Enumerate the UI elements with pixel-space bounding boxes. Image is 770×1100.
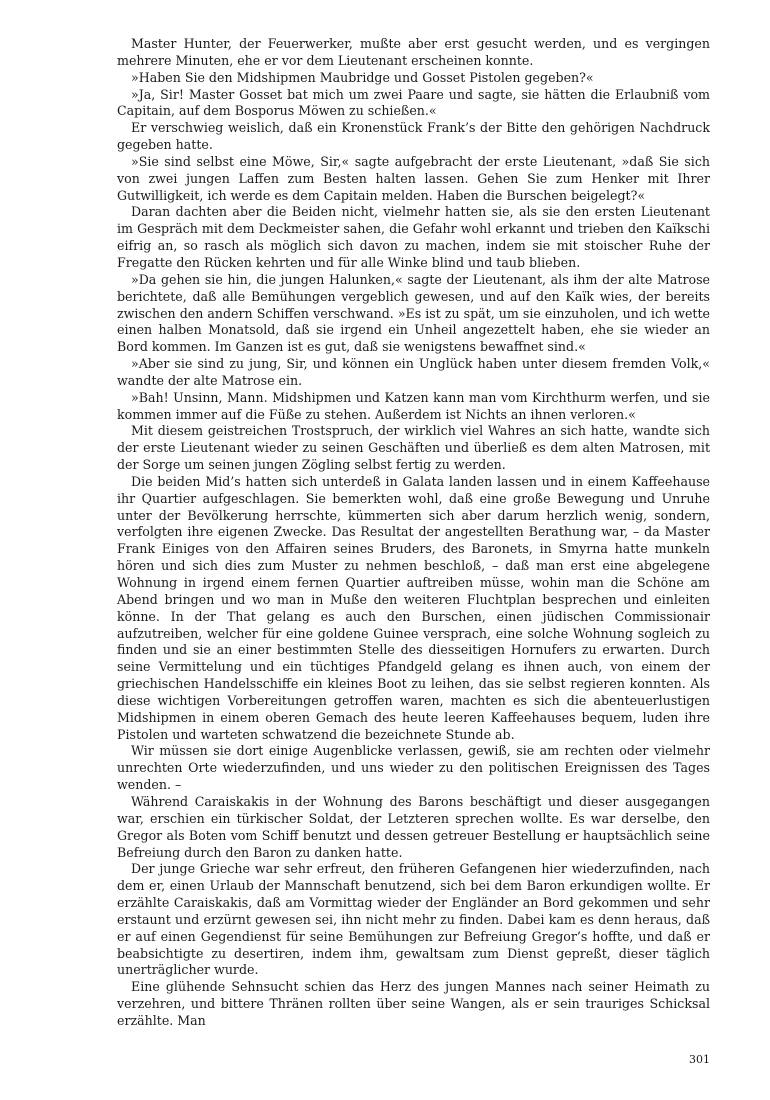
paragraph: Wir müssen sie dort einige Augenblicke verlassen, gewiß, sie am rechten oder vielmehr unrechten Orte wiederzufinden, und uns wieder zu den politischen Ereignissen des Tages wenden. – — [117, 743, 710, 793]
paragraph: »Bah! Unsinn, Mann. Midshipmen und Katzen kann man vom Kirchthurm werfen, und sie kommen immer auf die Füße zu stehen. Außerdem ist Nichts an ihnen verloren.« — [117, 389, 710, 422]
paragraph: »Haben Sie den Midshipmen Maubridge und Gosset Pistolen gegeben?« — [131, 69, 594, 85]
paragraph: Die beiden Mid’s hatten sich unterdeß in Galata landen lassen und in einem Kaffeehause ihr Quartier aufgeschlagen. Sie bemerkten wohl, daß eine große Bewegung und Unruhe unter der Bevölkerung herrschte, kümmerten sich aber darum herzlich wenig, sondern, verfolgten ihre eigenen Zwecke. Das Resultat der angestellten Berathung war, – da Master Frank Einiges von den Affairen seines Bruders, des Baronets, in Smyrna hatte munkeln hören und sich dies zum Muster zu nehmen beschloß, – daß man erst eine abgelegene Wohnung in irgend einem fernen Quartier auftreiben müsse, wohin man die Schöne am Abend bringen und wo man in Muße den weiteren Fluchtplan besprechen und einleiten könne. In der That gelang es auch den Burschen, einen jüdischen Commissionair aufzutreiben, welcher für eine goldene Guinee versprach, eine solche Wohnung sogleich zu finden und sie an einer bestimmten Stelle des diesseitigen Hornufers zu erwarten. Durch seine Vermittelung und ein tüchtiges Pfandgeld gelang es ihnen auch, von einem der griechischen Handelsschiffe ein kleines Boot zu leihen, das sie selbst regieren konnten. Als diese wichtigen Vorbereitungen getroffen waren, machten es sich die abenteuerlustigen Midshipmen in einem oberen Gemach des heute leeren Kaffeehauses bequem, luden ihre Pistolen und warteten schwatzend die bezeichnete Stunde ab. — [117, 473, 710, 742]
paragraph: Während Caraiskakis in der Wohnung des Barons beschäftigt und dieser ausgegangen war, erschien ein türkischer Soldat, der Letzteren sprechen wollte. Es war derselbe, den Gregor als Boten vom Schiff benutzt und dessen getreuer Bestellung er hauptsächlich seine Befreiung durch den Baron zu danken hatte. — [117, 793, 710, 860]
paragraph: Eine glühende Sehnsucht schien das Herz des jungen Mannes nach seiner Heimath zu verzehren, und bittere Thränen rollten über seine Wangen, als er sein trauriges Schicksal erzählte. Man — [117, 979, 710, 1028]
paragraph: Master Hunter, der Feuerwerker, mußte aber erst gesucht werden, und es vergingen mehrere Minuten, ehe er vor dem Lieutenant erscheinen konnte. — [117, 36, 710, 68]
paragraph: »Aber sie sind zu jung, Sir, und können ein Unglück haben unter diesem fremden Volk,« wandte der alte Matrose ein. — [117, 356, 710, 388]
paragraph: Mit diesem geistreichen Trostspruch, der wirklich viel Wahres an sich hatte, wandte sich der erste Lieutenant wieder zu seinen Geschäften und überließ es dem alten Matrosen, mit der Sorge um seinen jungen Zögling selbst fertig zu werden. — [117, 423, 710, 473]
page-body — [117, 36, 710, 1030]
paragraph: Der junge Grieche war sehr erfreut, den früheren Gefangenen hier wiederzufinden, nach dem er, einen Urlaub der Mannschaft benutzend, sich bei dem Baron erkundigen wollte. Er erzählte Caraiskakis, daß am Vormittag wieder der Engländer an Bord gekommen und sehr erstaunt und erzürnt gewesen sei, ihn nicht mehr zu finden. Dabei kam es denn heraus, daß er auf einen Gegendienst für seine Bemühungen zur Befreiung Gregor’s hoffte, und daß er beabsichtigte zu desertiren, indem ihm, gewaltsam zum Dienst gepreßt, dieser täglich unerträglicher wurde. — [117, 861, 710, 978]
page-number: 301 — [689, 1053, 710, 1066]
paragraph: »Ja, Sir! Master Gosset bat mich um zwei Paare und sagte, sie hätten die Erlaubniß vom Capitain, auf dem Bosporus Möwen zu schießen.« — [117, 86, 710, 119]
paragraph: Er verschwieg weislich, daß ein Kronenstück Frank’s der Bitte den gehörigen Nachdruck gegeben hatte. — [117, 120, 710, 153]
paragraph: »Da gehen sie hin, die jungen Halunken,« sagte der Lieutenant, als ihm der alte Matrose berichtete, daß alle Bemühungen vergeblich gewesen, und auf den Kaïk wies, der bereits zwischen den andern Schiffen verschwand. »Es ist zu spät, um sie einzuholen, und ich wette einen halben Monatsold, daß sie irgend ein Unheil angezettelt haben, ehe sie wieder an Bord kommen. Im Ganzen ist es gut, daß sie wenigstens bewaffnet sind.« — [117, 271, 710, 355]
paragraph: »Sie sind selbst eine Möwe, Sir,« sagte aufgebracht der erste Lieutenant, »daß Sie sich von zwei jungen Laffen zum Besten halten lassen. Gehen Sie zum Henker mit Ihrer Gutwilligkeit, ich werde es dem Capitain melden. Haben die Burschen beigelegt?« — [117, 153, 710, 203]
paragraph: Daran dachten aber die Beiden nicht, vielmehr hatten sie, als sie den ersten Lieutenant im Gespräch mit dem Deckmeister sahen, die Gefahr wohl erkannt und trieben den Kaïkschi eifrig an, so rasch als möglich sich davon zu machen, indem sie mit stoischer Ruhe der Fregatte den Rücken kehrten und für alle Winke blind und taub blieben. — [117, 204, 710, 270]
